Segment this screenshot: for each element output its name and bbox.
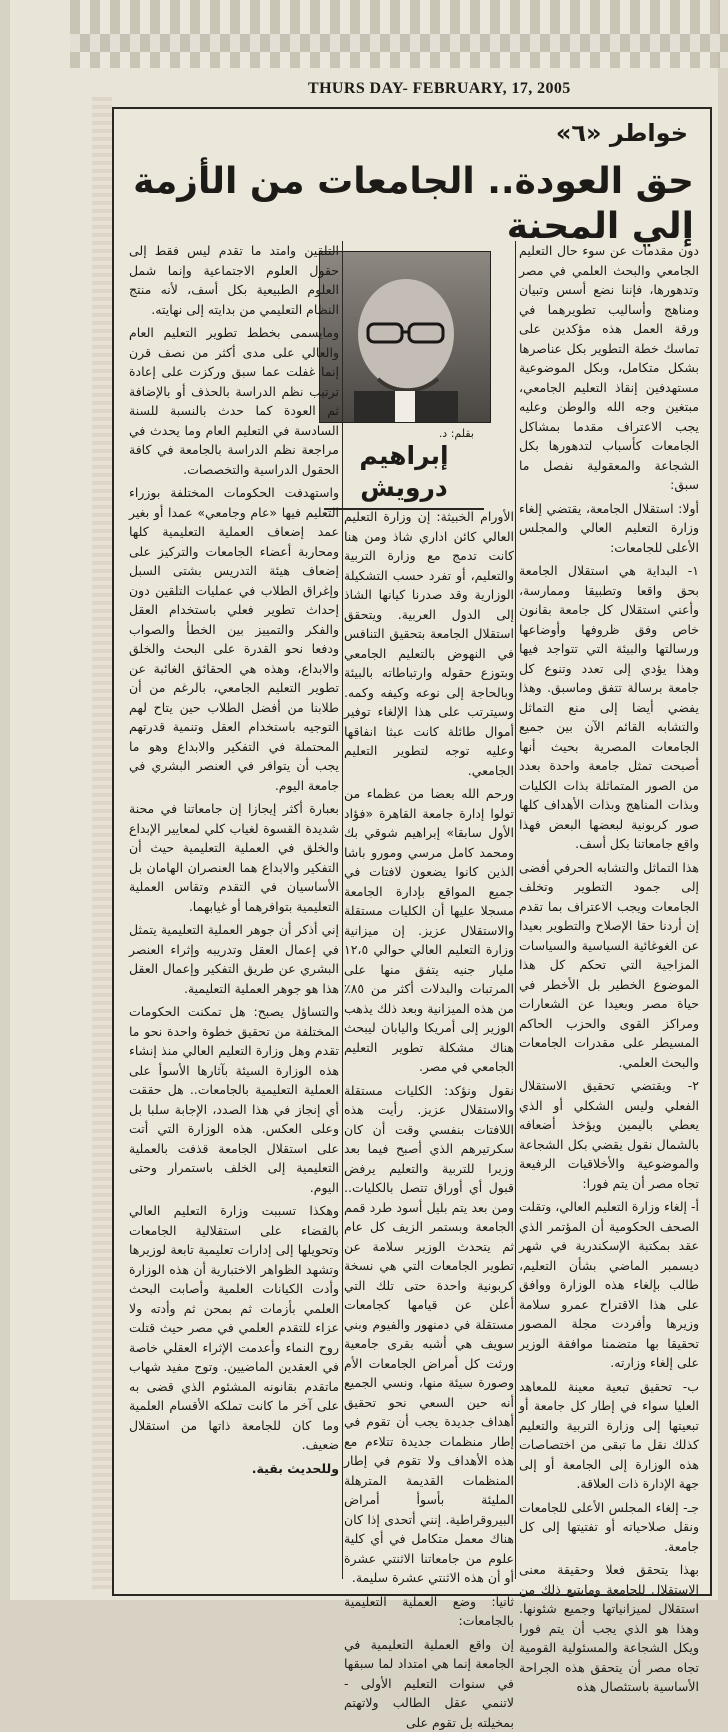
column-middle-paragraph: الأورام الخبيثة: إن وزارة التعليم العالي كائن اداري شاذ ومن هنا كانت تدمج مع وزارة التربية والتعليم، أو تفرد حسب التشكيلة الوزارية وقد صدرنا كيانها الشاذ إلى الدول العربية. ويتحقق استقلال الجامعة بتحقيق التنافس في النهوض بالتعليم الجامعي وبتوزع حقوله وارتباطاته بالبيئة وبالحاجة إلى نوعه وكيفه وكمه. وسيترتب على هذا الإلغاء توفير أموال طائلة كانت عبثا انفاقها وعليه توجه لتطوير التعليم الجامعي. [344,507,514,780]
column-middle-paragraph: ورحم الله بعضا من عظماء من تولوا إدارة جامعة القاهرة «فؤاد الأول سابقا» إبراهيم شوقي بك ومحمد كامل مرسي ومورو باشا الذين كانوا يضعون لافتات في جميع المواقع بإدارة الجامعة مسجلا عليها أن الكليات مستقلة والاستقلال عزيز. إن ميزانية وزارة التعليم العالي حوالي ١٢،٥ مليار جنيه يتفق منها على المرتبات والبدلات أكثر من ٨٥٪ من هذه الميزانية وبعد ذلك يذهب الوزير إلى أمريكا واليابان ليبحث هناك مشكلة تطوير التعليم الجامعي في مصر. [344,784,514,1077]
column-right-paragraph: جـ- إلغاء المجلس الأعلى للجامعات ونقل صلاحياته أو تفتيتها إلى كل جامعة. [519,1498,699,1557]
adjacent-page-strip [92,97,112,1590]
column-middle-paragraph: إن واقع العملية التعليمية في الجامعة إنما هي امتداد لما سبقها في سنوات التعليم الأولى - لاتنمي عقل الطالب ولاتهتم بمخيلته بل تقوم على [344,1635,514,1732]
article [112,107,712,1596]
newspaper-page [10,0,718,1600]
column-right [515,241,702,1579]
column-left [126,241,343,1579]
author-byline [324,427,484,505]
column-left-paragraph: إني أذكر أن جوهر العملية التعليمية يتمثل في إعمال العقل وتدريبه وإثراء العنصر البشري عن طريق التفكير وإعمال العقل هذا هو جوهر العملية التعليمية. [129,920,339,998]
publication-date: THURS DAY- FEBRUARY, 17, 2005 [308,80,571,98]
column-left-paragraph: وهكذا تسببت وزارة التعليم العالي بالقضاء على استقلالية الجامعات وتحويلها إلى إدارات تعليمية تابعة لوزيرها وتشهد الظواهر الاختبارية أن هذه الوزارة وأدت الكيانات العلمية وأصابت البحث العلمي بأزمات ثم بمحن ثم وأدته ولا عزاء للتقدم العلمي في مصر حيث قتلت روح النماء وأعدمت الإثراء العقلي خاصة في العقدين الماضيين. وتوج مفيد شهاب ماتقدم بقانونه المشئوم الذي قضى به على آخر ما كانت تملكه الأقسام العلمية وما كان للجامعة ذاتها من استقلال ضعيف. [129,1201,339,1455]
column-right-paragraph: ١- البداية هي استقلال الجامعة بحق واقعا وتطبيقا وممارسة، وأعني استقلال كل جامعة بقانون خاص وفق ظروفها وأوضاعها ورسالتها والبيئة التي تتواجد فيها وهذا يؤدي إلى تعدد وتنوع كل جامعة برسالة تتفق وماسبق. وهذا يفضي أيضا إلى منع التماثل والتشابه القائم الآن بين جميع الجامعات المصرية بحيث أنها أصبحت تمثل جامعة واحدة بعدد من الصور المتماثلة بذات الكليات وبذات المناهج وبذات الأهداف كلها صور كربونية لبعضها البعض فهذا واقع جامعاتنا بكل أسف. [519,561,699,854]
author-photo [319,251,491,423]
column-left-paragraph: التلقين وامتد ما تقدم ليس فقط إلى حقول العلوم الاجتماعية وإنما شمل العلوم الطبيعية بكل أسف، لأنه منتج النظام التعليمي من بدايته إلى نهايته. [129,241,339,319]
column-left-paragraph: والتساؤل يصبح: هل تمكنت الحكومات المختلفة من تحقيق خطوة واحدة نحو ما تقدم وهل وزارة التعليم العالي منذ إنشاء هذه الوزارة السيئة بآثارها الأسوأ على العملية التعليمية بالجامعات.. هل حققت أي إنجاز في هذا الصدد، الإجابة سلبا بل وعلى العكس. هذه الوزارة التي أتت على استقلال الجامعة قذفت بالعملية التعليمية إلى الخلف باستمرار وحتى اليوم. [129,1002,339,1197]
top-pattern-alt [70,34,728,52]
headline: حق العودة.. الجامعات من الأزمة إلي المحنة [122,159,694,249]
column-right-paragraph: بهذا يتحقق فعلا وحقيقة معنى الاستقلال للجامعة ومايتبع ذلك من استقلال لميزانياتها وجميع شئونها. وهذا هو الذي يجب أن يتم فورا ويكل الشجاعة والمسئولية القومية تجاه مصر أن يتحقق هذه الجراحة الأساسية باستئصال هذه [519,1560,699,1697]
article-ending: وللحديث بقية. [129,1459,339,1479]
column-right-paragraph: هذا التماثل والتشابه الحرفي أفضى إلى جمود التطوير وتخلف الجامعات ويجب الاعتراف بما تقدم إن أردنا حقا الإصلاح والتطوير بعيدا عن الغوغائية السياسية والسياسات المزاجية التي تحكم كل هذا الموضوع الخطير بل الأخطر في حياة مصر وبعيدا عن الشعارات ومراكز القوى والحزب الحاكم المسيطر على مقدرات الجامعات والبحث العلمي. [519,858,699,1073]
column-middle [344,507,514,1579]
column-middle-paragraph: نقول ونؤكد: الكليات مستقلة والاستقلال عزيز. رأيت هذه اللافتات بنفسي وقت أن كان سكرتيرهم الذي أصبح فيما بعد وزيرا للتربية والتعليم يرفض قبول أي أوراق تتصل بالكليات.. ومن بعد يتم بليل أسود طرد قمم الجامعة وبستمر الزيف كل عام ثم يتحدث الوزير سلامة عن تطوير الجامعات التي هي نسخة كربونية واحدة حتى تلك التي أعلن عن قيامها كجامعات مستقلة في دمنهور والفيوم وبني سويف هي أشبه بقرى جامعية ورثت كل أمراض الجامعات الأم وصورة سيئة منها، ونسي الجميع أنه حين السعي نحو تحقيق أهداف جديدة يجب أن تقوم في إطار منظمات جديدة تتلاءم مع هذه الأهداف ولا تقوم في إطار المنظمات القديمة المترهلة المليئة بأسوأ أمراض البيروقراطية. إنني أتحدى إذا كان هناك معمل متكامل في أي كلية علوم من جامعاتنا الاثنتي عشرة أو أن هذه الاثنتي عشرة سليمة. [344,1081,514,1588]
column-left-paragraph: واستهدفت الحكومات المختلفة بوزراء التعليم فيها «عام وجامعي» عمدا أو بغير عمد إضعاف العملية التعليمية كلها ومحاربة أعضاء الجامعات والتركيز على إضعاف هيئة التدريس بشتى السبل وإغراق الطلاب في عمليات التلقين دون إحداث تطوير فعلي باستخدام العقل والفكر والتمييز بين الخطأ والصواب ودفعا نحو القدرة على البحث والخلق والابداع، وهذه هي الحقائق الغائبة عن تطوير التعليم الجامعي، بالرغم من أن طلابنا من أفضل الطلاب حين يتاح لهم التوجيه باستخدام العقل وتنمية قدرتهم المحتملة في التفكير والابداع وهو ما يجب أن يتوافر في العنصر البشري في جامعة اليوم. [129,483,339,795]
column-left-paragraph: ومايسمى بخطط تطوير التعليم العام والعالي على مدى أكثر من نصف قرن إنما غفلت عما سبق وركزت على إعادة ترتيب نظم الدراسة بالحذف أو بالإضافة ثم العودة كما حدث بالنسبة للسنة السادسة في التعليم العام وما يحدث في مراجعة نظم الدراسة بالجامعة في كافة الحقول الدراسية والتخصصات. [129,323,339,479]
column-right-paragraph: ب- تحقيق تبعية معينة للمعاهد العليا سواء في إطار كل جامعة أو تبعيتها إلى وزارة التربية والتعليم كذلك نقل ما تبقى من اختصاصات هذه الوزارة إلى الجامعة أو إلى جهة الإدارة ذات العلاقة. [519,1377,699,1494]
column-right-paragraph: ٢- ويقتضي تحقيق الاستقلال الفعلي وليس الشكلي أو الذي يعطي باليمين ويؤخذ أضعافه بالشمال نقول يقضي بكل الشجاعة والموضوعية والأخلاقيات الرفيعة تجاه مصر أن يتم فورا: [519,1076,699,1193]
column-middle-paragraph: ثانيا: وضع العملية التعليمية بالجامعات: [344,1592,514,1631]
author-name: إبراهيم درويش [324,440,484,504]
author-prefix: بقلم: د. [324,427,474,440]
column-right-paragraph: دون مقدمات عن سوء حال التعليم الجامعي والبحث العلمي في مصر وتدهورها، فإننا نضع أسس وتبيان ومناهج وأساليب تطويرهما في ورقة العمل هذه مؤكدين على تماسك خطة التطوير بكل عناصرها بشكل متكامل، وبكل الموضوعية مستهدفين إنقاذ التعليم الجامعي، مبتغين وجه الله والوطن وعليه يجب الاعتراف مقدما بمشاكل الجامعات كأسباب لتدهورها بكل الشجاعة والمعقولية نفصل ما سبق: [519,241,699,495]
column-right-paragraph: أ- إلغاء وزارة التعليم العالي، وتقلت الصحف الحكومية أن المؤتمر الذي عقد بمكتبة الإسكندرية في شهر ديسمبر الماضي بشأن التعليم، طالب بإلغاء هذه الوزارة ووافق على هذا الاقتراح عمرو سلامة وزيرها وأفردت مجلة المصور تحقيقا بها متضمنا موافقة الوزير على إلغاء وزارته. [519,1197,699,1373]
series-title: خواطر «٦» [556,119,688,147]
column-left-paragraph: بعبارة أكثر إيجازا إن جامعاتنا في محنة شديدة القسوة لغياب كلي لمعايير الإبداع والخلق في العملية التعليمية حيث أن التفكير والابداع هما العنصران الهامان بل الأساسيان في التقدم وتقاس العملية التعليمية بتوافرهما أو غيابهما. [129,799,339,916]
column-right-paragraph: أولا: استقلال الجامعة، يقتضي إلغاء وزارة التعليم العالي والمجلس الأعلى للجامعات: [519,499,699,558]
